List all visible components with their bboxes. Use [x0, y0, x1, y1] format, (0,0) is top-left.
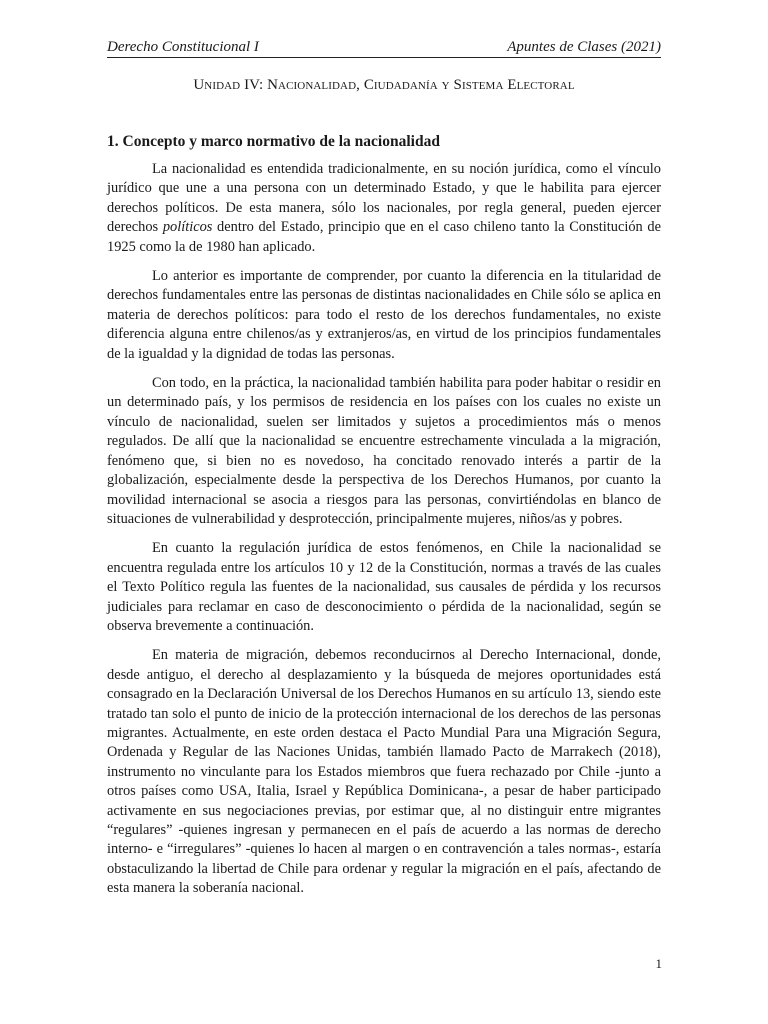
emphasized-text: políticos	[162, 219, 213, 236]
header-course-title: Derecho Constitucional I	[107, 39, 259, 55]
paragraph	[107, 160, 661, 257]
paragraph-text: La nacionalidad es entendida tradicionalmente, en su noción jurídica, como el vínculo jurídico que une a una persona con un determinado Estado, y que le habilita para ejercer derechos políticos. De esta manera, sólo los nacionales, por regla general, pueden ejercer derechos	[107, 161, 661, 236]
header-notes-title: Apuntes de Clases (2021)	[507, 39, 661, 55]
unit-title: Unidad IV: Nacionalidad, Ciudadanía y Sistema Electoral	[193, 77, 575, 93]
paragraph-text: dentro del Estado, principio que en el caso chileno tanto la Constitución de 1925 como la de 1980 han aplicado.	[107, 219, 661, 255]
section-heading: 1. Concepto y marco normativo de la nacionalidad	[107, 133, 440, 150]
paragraph: En cuanto la regulación jurídica de estos fenómenos, en Chile la nacionalidad se encuentra regulada entre los artículos 10 y 12 de la Constitución, normas a través de las cuales el Texto Político regula las fuentes de la nacionalidad, sus causales de pérdida y los recursos judiciales para reclamar en caso de desconocimiento o pérdida de la nacionalidad, según se observa brevemente a continuación.	[107, 540, 661, 634]
running-header	[107, 38, 661, 58]
paragraph: Lo anterior es importante de comprender, por cuanto la diferencia en la titularidad de derechos fundamentales entre las personas de distintas nacionalidades en Chile sólo se aplica en materia de derechos políticos: para todo el resto de los derechos fundamentales, no existe diferencia alguna entre chilenos/as y extranjeros/as, en virtud de los principios fundamentales de la igualdad y la dignidad de todas las personas.	[107, 268, 661, 362]
page-number: 1	[655, 956, 662, 971]
body-text	[107, 160, 661, 909]
paragraph: En materia de migración, debemos reconducirnos al Derecho Internacional, donde, desde antiguo, el derecho al desplazamiento y la búsqueda de mejores oportunidades está consagrado en la Declaración Universal de los Derechos Humanos en su artículo 13, siendo este tratado tan solo el punto de inicio de la protección internacional de los derechos de las personas migrantes. Actualmente, en este orden destaca el Pacto Mundial Para una Migración Segura, Ordenada y Regular de las Naciones Unidas, también llamado Pacto de Marrakech (2018), instrumento no vinculante para los Estados miembros que fuera rechazado por Chile -junto a otros países como USA, Italia, Israel y República Dominicana-, a pesar de haber participado activamente en sus negociaciones previas, por estimar que, al no distinguir entre migrantes “regulares” -quienes ingresan y permanecen en el país de acuerdo a las normas de derecho interno- e “irregulares” -quienes lo hacen al margen o en contravención a tales normas-, estaría obstaculizando la libertad de Chile para ordenar y regular la migración en el país, afectando de esta manera la soberanía nacional.	[107, 647, 661, 897]
paragraph: Con todo, en la práctica, la nacionalidad también habilita para poder habitar o residir en un determinado país, y los permisos de residencia en los países con los cuales no existe un vínculo de nacionalidad, suelen ser limitados y sujetos a procedimientos más o menos regulados. De allí que la nacionalidad se encuentre estrechamente vinculada a la migración, fenómeno que, si bien no es novedoso, ha concitado renovado interés a partir de la globalización, especialmente desde la perspectiva de los Derechos Humanos, por cuanto la movilidad internacional se asocia a riesgos para las personas, convirtiéndolas en blanco de situaciones de vulnerabilidad y desprotección, principalmente mujeres, niños/as y pobres.	[107, 375, 661, 527]
